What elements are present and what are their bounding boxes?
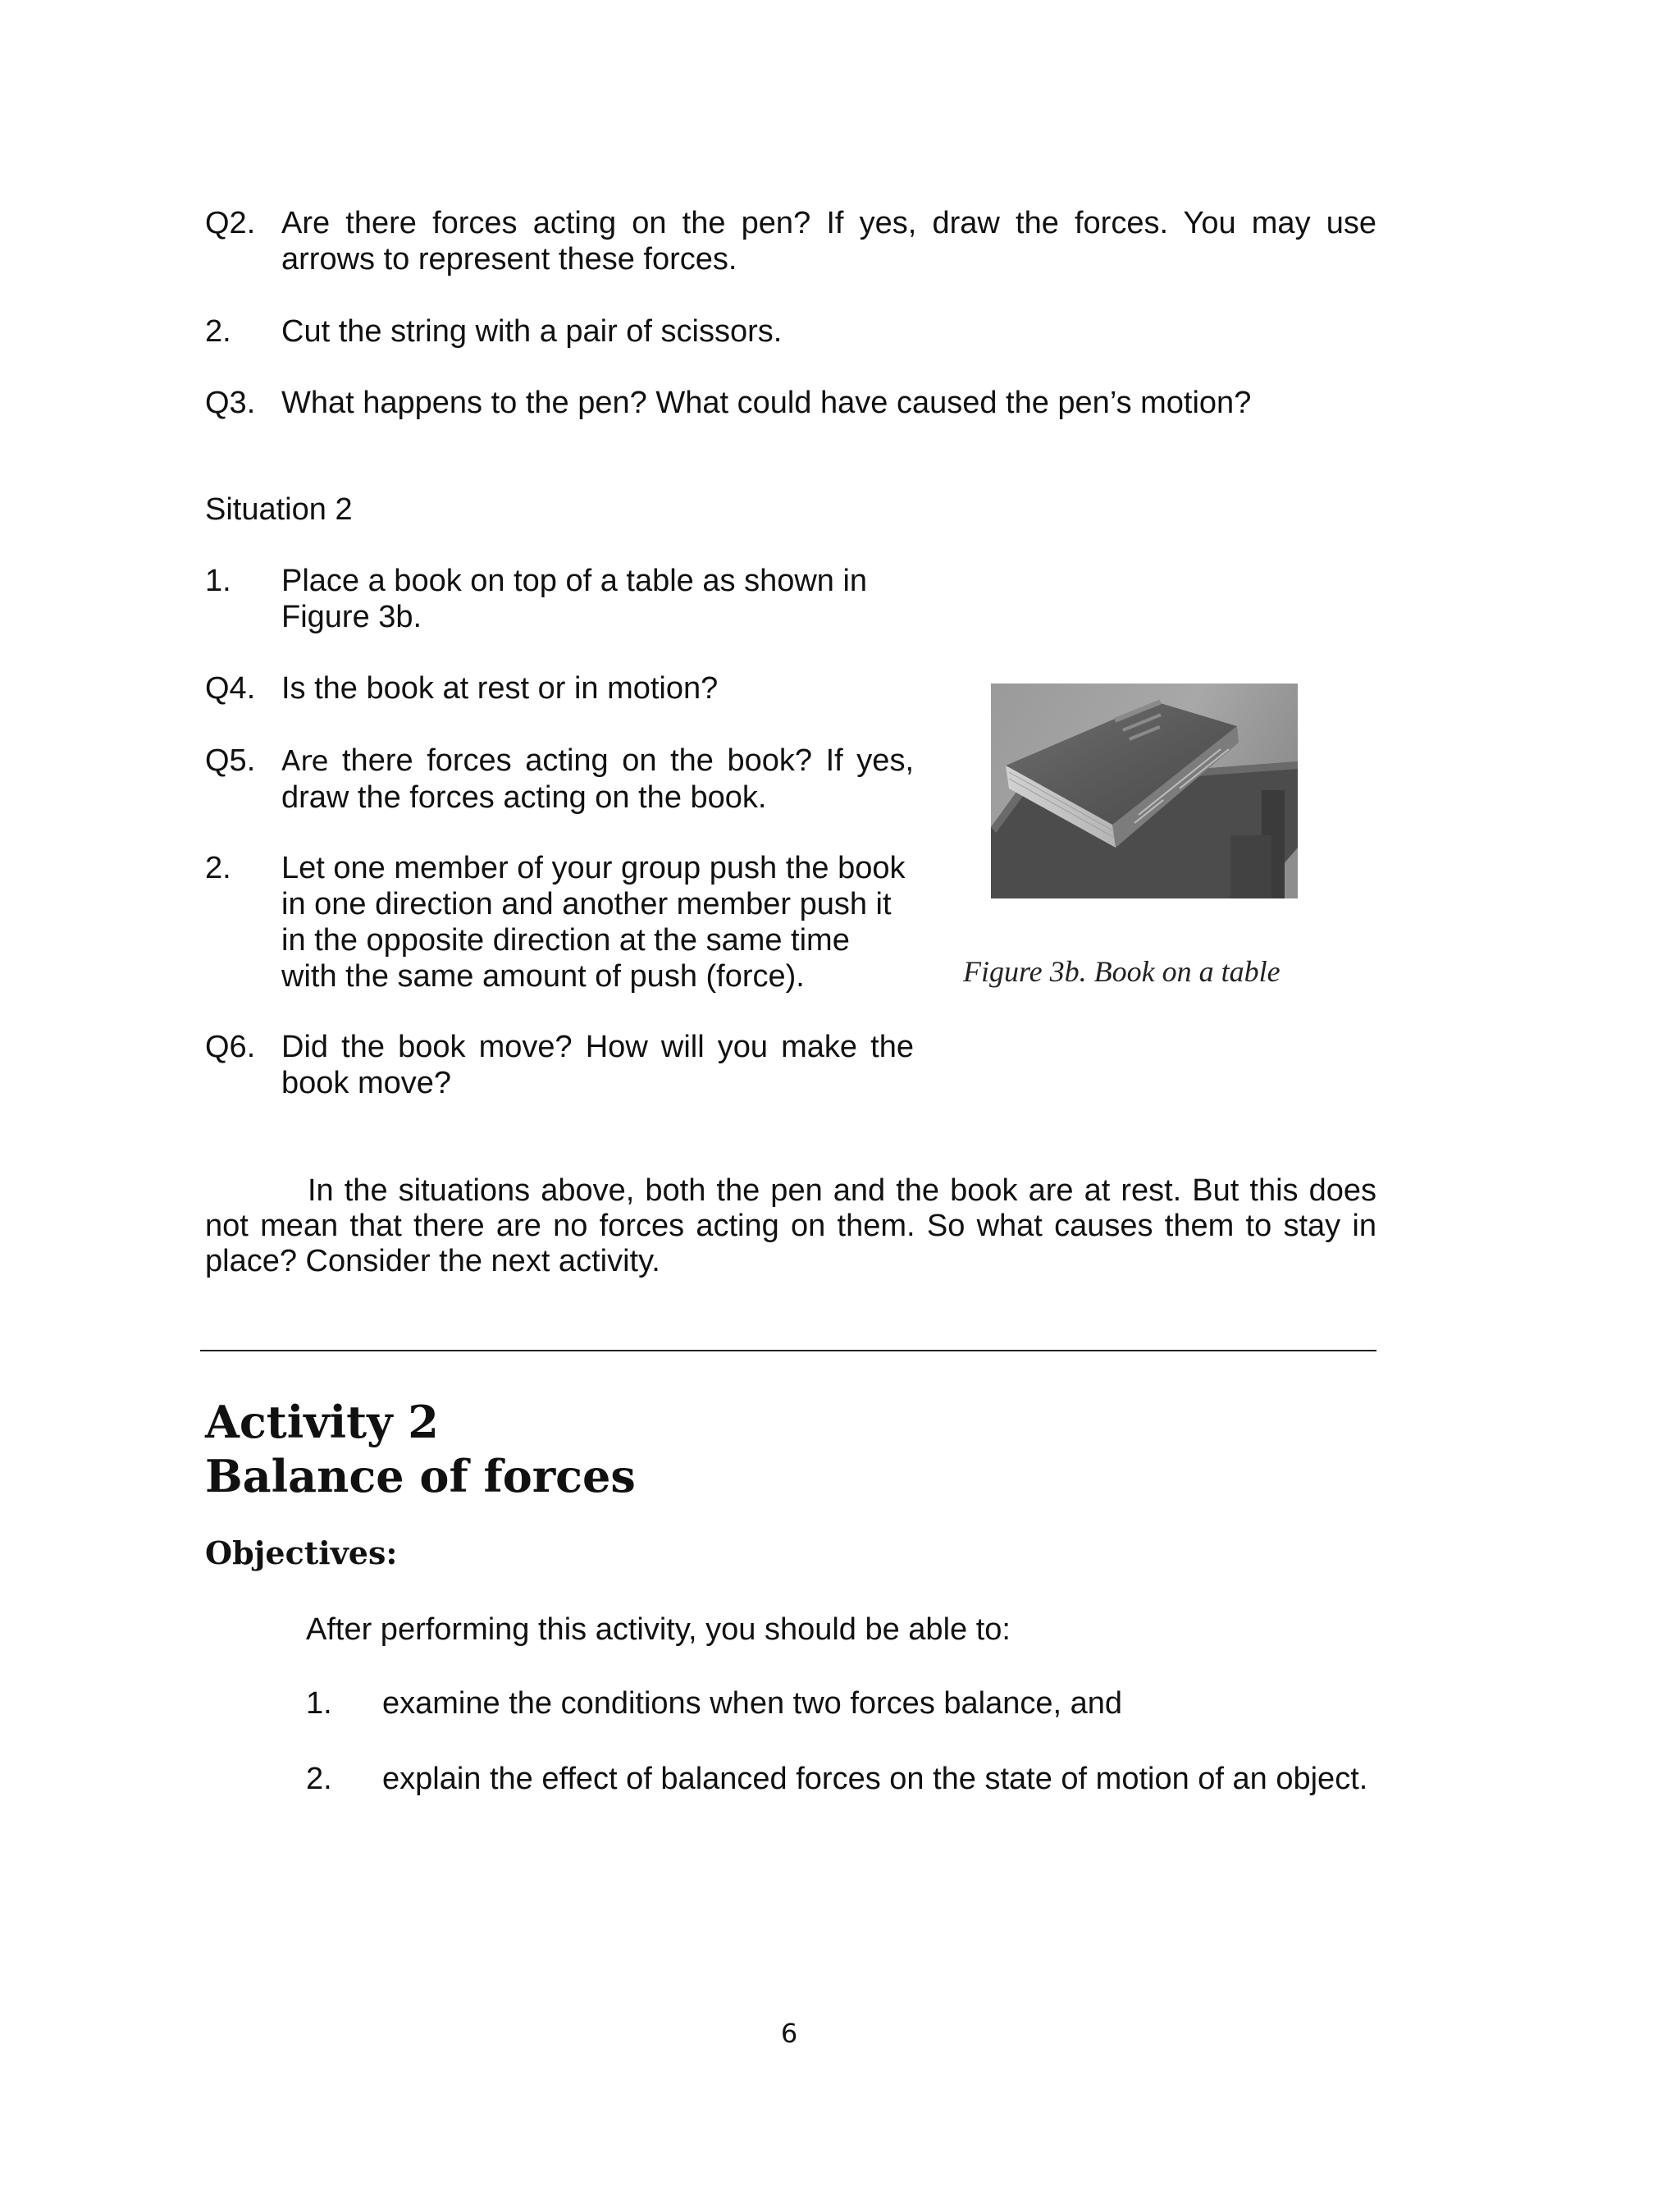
- question-q5: [205, 743, 914, 816]
- step-text: Let one member of your group push the book in one direction and another member push it in the opposite direction at the same time with the same amount of push (force).: [281, 851, 906, 994]
- question-number: Q5.: [205, 743, 256, 778]
- step-number: 2.: [205, 314, 231, 349]
- situation-heading: Situation 2: [205, 492, 353, 527]
- question-text: Is the book at rest or in motion?: [281, 671, 719, 706]
- objective-text: examine the conditions when two forces balance, and: [382, 1686, 1122, 1721]
- activity-title: Activity 2: [205, 1396, 439, 1448]
- question-number: Q2.: [205, 206, 256, 240]
- book-on-table-photo: [991, 684, 1298, 898]
- question-text-container: [281, 743, 914, 816]
- question-text: What happens to the pen? What could have caused the pen’s motion?: [281, 386, 1252, 420]
- body-paragraph: In the situations above, both the pen and the book are at rest. But this does not mean that there are no forces acting on them. So what causes them to stay in place? Consider the next activity.: [205, 1173, 1376, 1278]
- objective-text: explain the effect of balanced forces on the state of motion of an object.: [382, 1762, 1368, 1796]
- objective-number: 1.: [306, 1686, 332, 1721]
- question-text: Are there forces acting on the pen? If yes, draw the forces. You may use arrows to represent these forces.: [281, 206, 1376, 277]
- question-q6: [205, 1029, 914, 1103]
- page-number: 6: [780, 2018, 798, 2049]
- question-first-word: Are: [281, 745, 329, 778]
- question-text: Did the book move? How will you make the book move?: [281, 1030, 914, 1100]
- step-number: 1.: [205, 564, 231, 598]
- step-text: Cut the string with a pair of scissors.: [281, 314, 783, 349]
- activity-subtitle: Balance of forces: [205, 1450, 636, 1502]
- objectives-intro: After performing this activity, you should be able to:: [306, 1612, 1011, 1647]
- step-number: 2.: [205, 851, 231, 885]
- section-divider: [200, 1350, 1376, 1351]
- objective-number: 2.: [306, 1762, 332, 1796]
- step-item: [205, 850, 919, 994]
- question-number: Q6.: [205, 1030, 256, 1064]
- question-text: there forces acting on the book? If yes, draw the forces acting on the book.: [281, 743, 914, 815]
- question-q2: [205, 205, 1376, 279]
- activity-heading: [205, 1395, 636, 1503]
- question-number: Q4.: [205, 671, 256, 706]
- question-number: Q3.: [205, 386, 256, 420]
- figure-caption: Figure 3b. Book on a table: [963, 955, 1281, 988]
- objectives-heading: Objectives:: [205, 1534, 398, 1571]
- step-text: Place a book on top of a table as shown in Figure 3b.: [281, 564, 868, 634]
